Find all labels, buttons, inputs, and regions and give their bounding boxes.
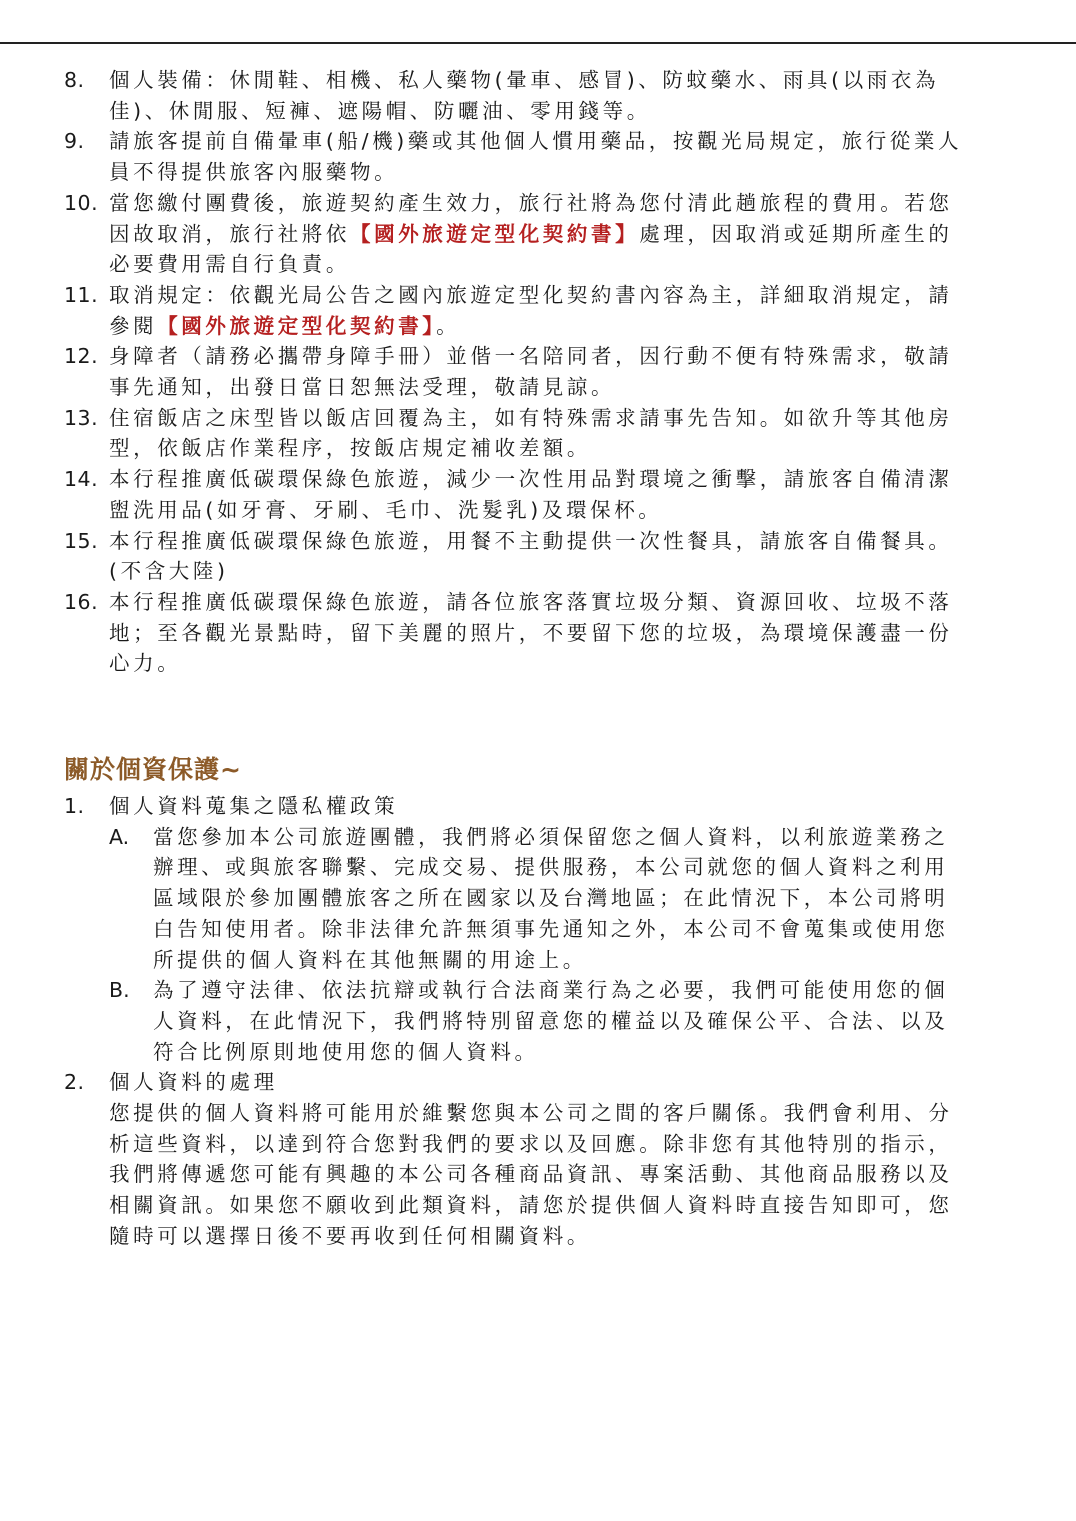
text-segment: 本行程推廣低碳環保綠色旅遊，減少一次性用品對環境之衝擊，請旅客自備清潔: [109, 467, 953, 492]
item-number: 11.: [64, 282, 99, 307]
item-text: [109, 188, 1004, 280]
list-item: [64, 280, 1004, 341]
subitem-text: [153, 975, 1004, 1067]
item-number: 2.: [64, 1070, 85, 1095]
text-line: [109, 526, 1004, 557]
text-line: 白告知使用者。除非法律允許無須事先通知之外，本公司不會蒐集或使用您: [153, 916, 949, 941]
text-line: [109, 311, 1004, 342]
text-line: [109, 96, 1004, 127]
text-line: [109, 249, 1004, 280]
item-number: 1.: [64, 794, 85, 818]
text-line: [109, 157, 1004, 188]
subitem-label: B.: [109, 978, 130, 1003]
text-line: 辦理、或與旅客聯繫、完成交易、提供服務，本公司就您的個人資料之利用: [153, 855, 949, 880]
privacy-item: [64, 791, 1004, 1067]
text-line: [109, 495, 1004, 526]
item-text: [109, 587, 1004, 679]
item-number: 13.: [64, 405, 99, 430]
item-number: 8.: [64, 68, 85, 92]
text-line: [109, 65, 1004, 96]
text-line: 為了遵守法律、依法抗辯或執行合法商業行為之必要，我們可能使用您的個: [153, 978, 949, 1003]
item-number: 12.: [64, 344, 99, 369]
text-line: 相關資訊。如果您不願收到此類資料，請您於提供個人資料時直接告知即可，您: [109, 1193, 953, 1218]
text-line: [109, 372, 1004, 403]
privacy-heading: 關於個資保護~: [64, 755, 242, 784]
item-text: [109, 464, 1004, 525]
text-line: 當您參加本公司旅遊團體，我們將必須保留您之個人資料，以利旅遊業務之: [153, 824, 949, 849]
contract-reference: 【國外旅遊定型化契約書】: [157, 313, 437, 338]
privacy-subitem: [109, 822, 1004, 976]
text-segment: 請旅客提前自備暈車(船/機)藥或其他個人慣用藥品，按觀光局規定，旅行從業人: [109, 129, 963, 154]
text-segment: 處理，因取消或延期所產生的: [639, 221, 953, 246]
text-segment: 本行程推廣低碳環保綠色旅遊，用餐不主動提供一次性餐具，請旅客自備餐具。: [109, 528, 953, 553]
item-text: [109, 526, 1004, 587]
text-line: [109, 341, 1004, 372]
text-segment: 型，依飯店作業程序，按飯店規定補收差額。: [109, 436, 591, 461]
privacy-item-body: [109, 791, 1004, 1067]
list-item: [64, 587, 1004, 679]
text-line: [109, 556, 1004, 587]
privacy-item-title: 個人資料的處理: [109, 1070, 278, 1095]
text-line: 析這些資料，以達到符合您對我們的要求以及回應。除非您有其他特別的指示，: [109, 1131, 953, 1156]
text-segment: 必要費用需自行負責。: [109, 252, 350, 277]
text-line: [109, 433, 1004, 464]
item-number: 16.: [64, 589, 99, 614]
text-line: 隨時可以選擇日後不要再收到任何相關資料。: [109, 1223, 591, 1248]
text-line: [109, 403, 1004, 434]
item-text: [109, 280, 1004, 341]
text-segment: 取消規定：依觀光局公告之國內旅遊定型化契約書內容為主，詳細取消規定，請: [109, 282, 953, 307]
privacy-item-title: 個人資料蒐集之隱私權政策: [109, 794, 399, 818]
text-line: [109, 188, 1004, 219]
text-line: [109, 280, 1004, 311]
text-line: [109, 587, 1004, 618]
list-item: [64, 403, 1004, 464]
text-line: 所提供的個人資料在其他無關的用途上。: [153, 947, 587, 972]
text-segment: 參閱: [109, 313, 158, 338]
text-segment: 。: [436, 313, 461, 338]
text-segment: (不含大陸): [109, 559, 229, 584]
travel-notes-list: [64, 65, 1004, 679]
text-line: 您提供的個人資料將可能用於維繫您與本公司之間的客戶關係。我們會利用、分: [109, 1101, 953, 1126]
text-segment: 事先通知，出發日當日恕無法受理，敬請見諒。: [109, 375, 616, 400]
list-item: [64, 188, 1004, 280]
text-line: 人資料，在此情況下，我們將特別留意您的權益以及確保公平、合法、以及: [153, 1008, 949, 1033]
subitem-text: [153, 822, 1004, 976]
text-segment: 佳)、休閒服、短褲、遮陽帽、防曬油、零用錢等。: [109, 98, 651, 123]
text-segment: 個人裝備：休閒鞋、相機、私人藥物(暈車、感冒)、防蚊藥水、雨具(以雨衣為: [109, 68, 940, 92]
list-item: [64, 341, 1004, 402]
item-number: 14.: [64, 467, 99, 492]
text-segment: 地；至各觀光景點時，留下美麗的照片，不要留下您的垃圾，為環境保護盡一份: [109, 620, 953, 645]
top-rule: [0, 42, 1076, 44]
text-segment: 身障者（請務必攜帶身障手冊）並偕一名陪同者，因行動不便有特殊需求，敬請: [109, 344, 953, 369]
list-item: [64, 464, 1004, 525]
text-line: [109, 126, 1004, 157]
contract-reference: 【國外旅遊定型化契約書】: [350, 221, 640, 246]
text-line: 區域限於參加團體旅客之所在國家以及台灣地區；在此情況下，本公司將明: [153, 886, 949, 911]
text-segment: 員不得提供旅客內服藥物。: [109, 160, 399, 185]
text-segment: 住宿飯店之床型皆以飯店回覆為主，如有特殊需求請事先告知。如欲升等其他房: [109, 405, 953, 430]
privacy-subitem: [109, 975, 1004, 1067]
item-text: [109, 65, 1004, 126]
list-item: [64, 126, 1004, 187]
text-segment: 心力。: [109, 651, 182, 676]
text-segment: 本行程推廣低碳環保綠色旅遊，請各位旅客落實垃圾分類、資源回收、垃圾不落: [109, 589, 953, 614]
list-item: [64, 65, 1004, 126]
text-segment: 當您繳付團費後，旅遊契約產生效力，旅行社將為您付清此趟旅程的費用。若您: [109, 190, 953, 215]
text-line: [109, 618, 1004, 649]
text-line: [109, 464, 1004, 495]
subitem-label: A.: [109, 824, 130, 849]
list-item: [64, 526, 1004, 587]
item-text: [109, 403, 1004, 464]
privacy-item-body: [109, 1067, 1004, 1251]
item-number: 9.: [64, 129, 85, 154]
item-text: [109, 341, 1004, 402]
privacy-section: [64, 791, 1004, 1252]
privacy-item: [64, 1067, 1004, 1251]
item-text: [109, 126, 1004, 187]
text-segment: 盥洗用品(如牙膏、牙刷、毛巾、洗髮乳)及環保杯。: [109, 497, 663, 522]
item-number: 10.: [64, 190, 99, 215]
text-line: [109, 648, 1004, 679]
item-number: 15.: [64, 528, 99, 553]
text-line: [109, 219, 1004, 250]
text-line: 符合比例原則地使用您的個人資料。: [153, 1039, 539, 1064]
text-segment: 因故取消，旅行社將依: [109, 221, 350, 246]
text-line: 我們將傳遞您可能有興趣的本公司各種商品資訊、專案活動、其他商品服務以及: [109, 1162, 953, 1187]
